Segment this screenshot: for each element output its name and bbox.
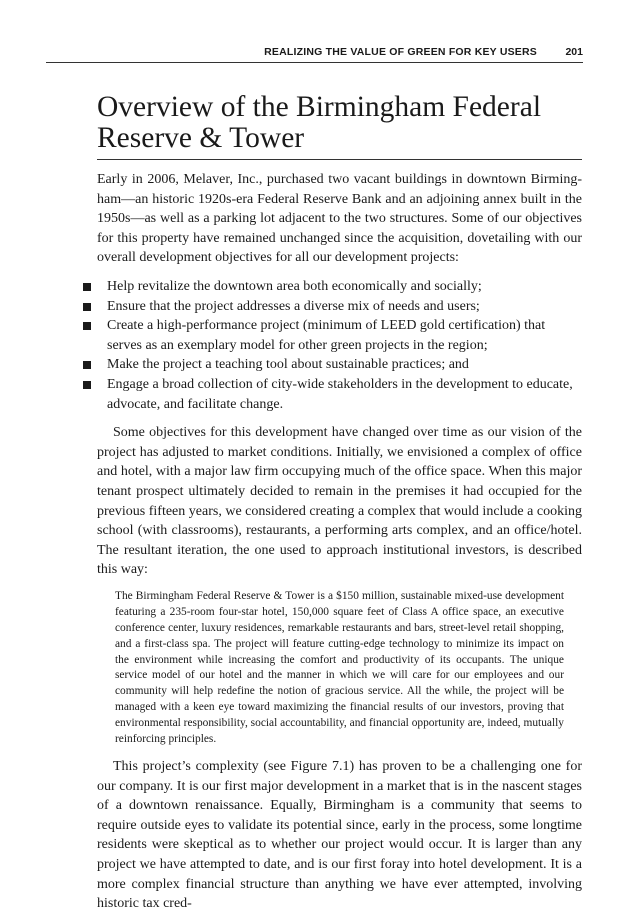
- square-bullet-icon: [83, 303, 91, 311]
- list-item-text: Create a high-performance project (minimum of LEED gold certification) that serves as an exemplary model for other green projects in the region;: [107, 318, 546, 353]
- list-item-text: Engage a broad collection of city-wide stakeholders in the development to educate, advocate, and facilitate change.: [107, 376, 573, 412]
- square-bullet-icon: [83, 361, 91, 369]
- list-item: [83, 277, 582, 297]
- list-item: [83, 355, 582, 375]
- intro-paragraph: Early in 2006, Melaver, Inc., purchased two vacant buildings in downtown Birmingham—an historic 1920s-era Federal Reserve Bank and an adjoining annex built in the 1950s—as well as a parking lot adjacent to the two structures. Some of our objectives for this property have remained unchanged since the acquisition, dovetailing with our overall development objectives for all our development projects:: [97, 172, 582, 266]
- investor-description-quote: The Birmingham Federal Reserve & Tower is a $150 million, sustainable mixed-use development featuring a 235-room four-star hotel, 150,000 square feet of Class A office space, an executive conference center, luxury residences, remarkable restaurants and bars, street-level retail shopping, and a first-class spa. The project will feature cutting-edge technology to minimize its impact on the environment while increasing the comfort and productivity of its occupants. The unique service model of our hotel and the manner in which we will care for our employees and our community will help redefine the notion of gracious service. All the while, the project will be managed with a keen eye toward maximizing the financial results of our investors, proving that environmental responsibility, social accountability, and financial opportunity are, indeed, mutually reinforcing principles.: [115, 589, 564, 746]
- list-item: [83, 316, 582, 355]
- changes-paragraph: Some objectives for this development have changed over time as our vision of the project has adjusted to market conditions. Initially, we envisioned a complex of office and hotel, with a major law firm occupying much of the office space. When this major tenant prospect ultimately decided to remain in the premises it had occupied for the previous fifteen years, we considered creating a complex that would include a cooking school (with classrooms), restaurants, a performing arts complex, and an office/hotel. The resultant iteration, the one used to approach institutional investors, is described this way:: [97, 425, 582, 578]
- complexity-paragraph: This project’s complexity (see Figure 7.1) has proven to be a challenging one for our company. It is our first major development in a market that is in the nascent stages of a downtown renaissance. Equally, Birmingham is a community that seems to require outside eyes to validate its potential since, early in the process, some longtime residents were skeptical as to whether our project would occur. It is larger than any project we have attempted to date, and is our first foray into hotel development. It is a more complex financial structure than anything we have ever attempted, involving historic tax cred-: [97, 758, 582, 912]
- running-header: [46, 42, 583, 63]
- list-item-text: Make the project a teaching tool about sustainable practices; and: [107, 357, 469, 373]
- objectives-list: [83, 277, 582, 414]
- page-content: [97, 92, 582, 914]
- section-title: Overview of the Birmingham Federal Reserve & Tower: [97, 92, 582, 160]
- square-bullet-icon: [83, 322, 91, 330]
- list-item: [83, 297, 582, 317]
- square-bullet-icon: [83, 381, 91, 389]
- square-bullet-icon: [83, 283, 91, 291]
- list-item-text: Ensure that the project addresses a diverse mix of needs and users;: [107, 298, 480, 314]
- list-item-text: Help revitalize the downtown area both economically and socially;: [107, 278, 482, 294]
- list-item: [83, 375, 582, 414]
- running-title: REALIZING THE VALUE OF GREEN FOR KEY USERS: [264, 46, 537, 58]
- page-number: 201: [565, 46, 583, 58]
